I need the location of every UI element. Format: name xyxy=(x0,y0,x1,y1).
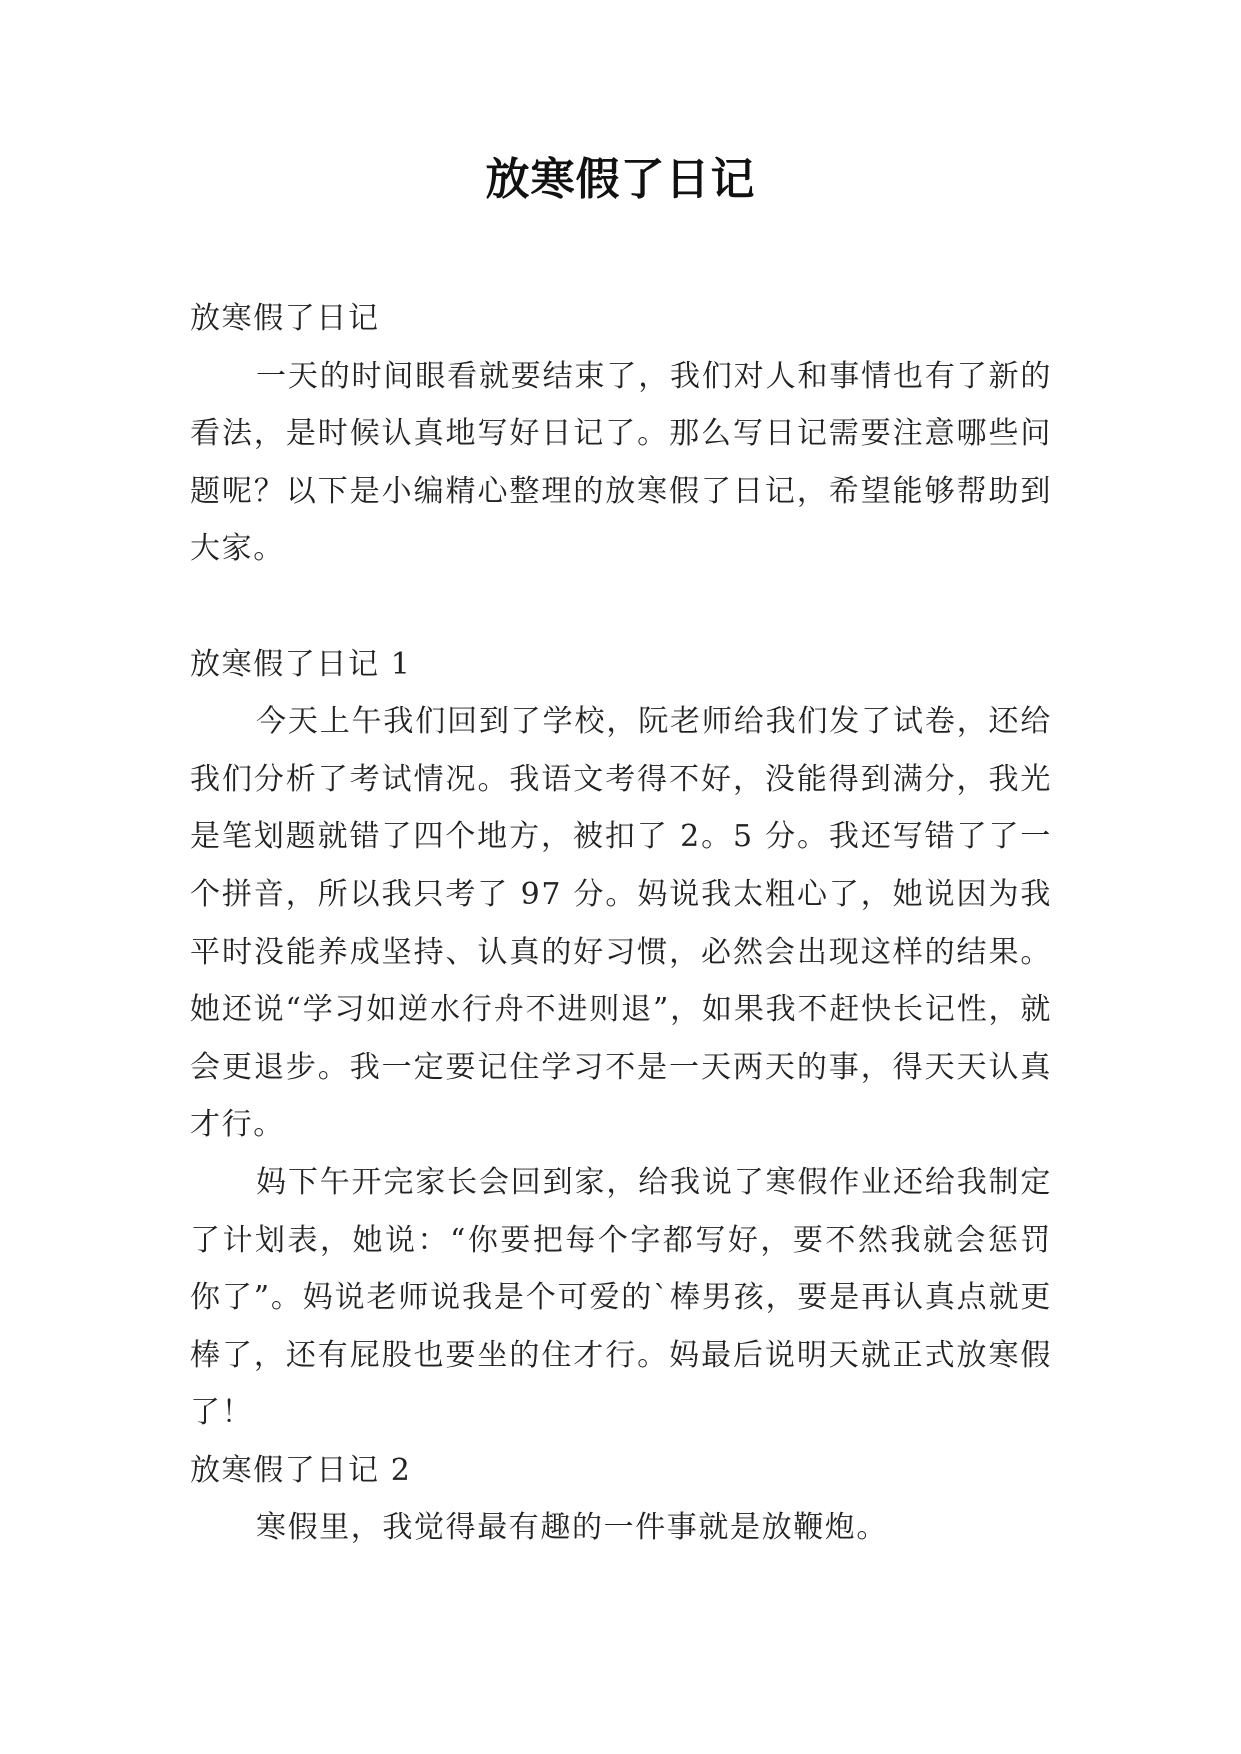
entry-1-heading: 放寒假了日记 1 xyxy=(190,646,412,682)
intro-heading: 放寒假了日记 xyxy=(190,301,380,336)
entry-1-paragraph-1: 今天上午我们回到了学校，阮老师给我们发了试卷，还给我们分析了考试情况。我语文考得不好，没能得到满分，我光是笔划题就错了四个地方，被扣了 2。5 分。我还写错了了一个拼音，所以我只考了 97 分。妈说我太粗心了，她说因为我平时没能养成坚持、认真的好习惯，必然会出现这样的结果。她还说“学习如逆水行舟不进则退”，如果我不赶快长记性，就会更退步。我一定要记住学习不是一天两天的事，得天天认真才行。 xyxy=(190,704,1052,1143)
entry-2-paragraph-1: 寒假里，我觉得最有趣的一件事就是放鞭炮。 xyxy=(256,1510,888,1546)
entry-2-heading: 放寒假了日记 2 xyxy=(190,1452,412,1488)
document-title: 放寒假了日记 xyxy=(485,154,756,205)
document-body xyxy=(190,290,1052,1557)
entry-1-paragraph-2: 妈下午开完家长会回到家，给我说了寒假作业还给我制定了计划表，她说：“你要把每个字都写好，要不然我就会惩罚你了”。妈说老师说我是个可爱的`棒男孩，要是再认真点就更棒了，还有屁股也要坐的住才行。妈最后说明天就正式放寒假了！ xyxy=(190,1164,1052,1431)
section-spacer xyxy=(190,578,1052,636)
intro-paragraph: 一天的时间眼看就要结束了，我们对人和事情也有了新的看法，是时候认真地写好日记了。那么写日记需要注意哪些问题呢？以下是小编精心整理的放寒假了日记，希望能够帮助到大家。 xyxy=(190,358,1052,567)
